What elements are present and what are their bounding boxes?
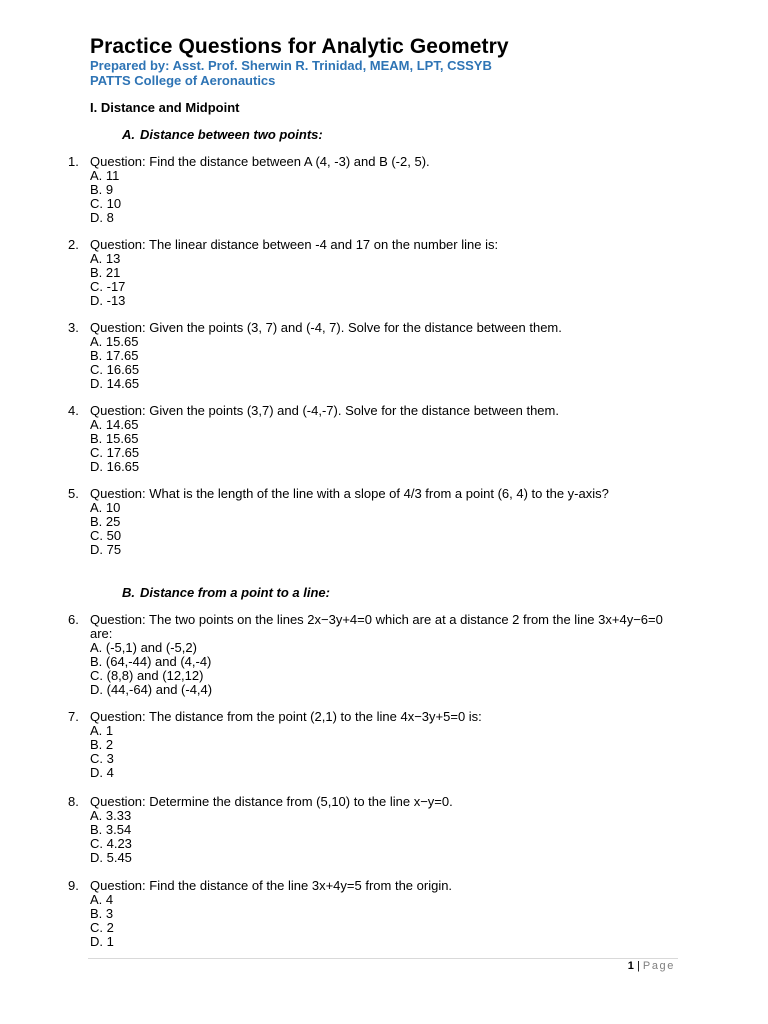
- answer-option: D. 5.45: [90, 850, 132, 865]
- question-number: 2.: [68, 237, 79, 252]
- question-item: [0, 238, 768, 308]
- answer-option: B. 25: [90, 514, 121, 529]
- answer-option: B. (64,-44) and (4,-4): [90, 654, 212, 669]
- answer-option: D. 75: [90, 542, 122, 557]
- answer-option: B. 3.54: [90, 822, 132, 837]
- answer-option: C. 3: [90, 751, 114, 766]
- question-number: 5.: [68, 486, 79, 501]
- answer-option: B. 3: [90, 906, 114, 921]
- answer-option: D. 16.65: [90, 459, 140, 474]
- subsection-title: Distance from a point to a line:: [140, 585, 330, 600]
- question-number: 9.: [68, 878, 79, 893]
- question-text: Question: Find the distance of the line 3x+4y=5 from the origin.: [90, 878, 453, 893]
- college-line: PATTS College of Aeronautics: [90, 73, 276, 88]
- subsection-heading-b: [122, 585, 330, 600]
- answer-options: [90, 641, 768, 697]
- answer-option: C. 10: [90, 196, 122, 211]
- question-number: 7.: [68, 709, 79, 724]
- answer-options: [90, 252, 768, 308]
- answer-option: A. 4: [90, 892, 114, 907]
- answer-option: C. 50: [90, 528, 122, 543]
- answer-option: C. (8,8) and (12,12): [90, 668, 204, 683]
- question-item: [0, 404, 768, 474]
- answer-option: A. 1: [90, 723, 114, 738]
- page-label: Page: [642, 960, 675, 972]
- answer-option: A. 14.65: [90, 417, 139, 432]
- answer-option: B. 15.65: [90, 431, 139, 446]
- answer-options: [90, 169, 768, 225]
- page-separator: |: [636, 960, 640, 972]
- question-number: 4.: [68, 403, 79, 418]
- answer-option: D. 8: [90, 210, 114, 225]
- footer-divider: [88, 958, 678, 959]
- answer-option: D. (44,-64) and (-4,4): [90, 682, 213, 697]
- answer-option: A. 11: [90, 168, 120, 183]
- answer-option: B. 2: [90, 737, 114, 752]
- answer-options: [90, 418, 768, 474]
- answer-option: D. 4: [90, 765, 114, 780]
- question-text: Question: The linear distance between -4 and 17 on the number line is:: [90, 237, 499, 252]
- answer-option: A. 10: [90, 500, 121, 515]
- question-item: [0, 321, 768, 391]
- subsection-letter: A.: [122, 127, 135, 142]
- question-text: Question: Given the points (3, 7) and (-4, 7). Solve for the distance between them.: [90, 320, 562, 335]
- answer-option: C. 17.65: [90, 445, 140, 460]
- answer-options: [90, 893, 768, 949]
- page-footer: [628, 960, 675, 972]
- question-number: 6.: [68, 612, 79, 627]
- answer-option: C. 16.65: [90, 362, 140, 377]
- question-text: Question: The two points on the lines 2x−3y+4=0 which are at a distance 2 from the line 3x+4y−6=0 are:: [90, 612, 663, 641]
- question-text: Question: The distance from the point (2,1) to the line 4x−3y+5=0 is:: [90, 709, 482, 724]
- question-number: 1.: [68, 154, 79, 169]
- answer-options: [90, 501, 768, 557]
- question-number: 8.: [68, 794, 79, 809]
- answer-option: A. (-5,1) and (-5,2): [90, 640, 197, 655]
- answer-option: C. 4.23: [90, 836, 132, 851]
- section-heading: I. Distance and Midpoint: [90, 100, 240, 115]
- answer-option: A. 13: [90, 251, 121, 266]
- answer-option: D. -13: [90, 293, 126, 308]
- answer-option: B. 21: [90, 265, 121, 280]
- question-text: Question: Determine the distance from (5,10) to the line x−y=0.: [90, 794, 453, 809]
- subsection-heading-a: [122, 127, 323, 142]
- answer-option: C. 2: [90, 920, 114, 935]
- answer-option: D. 14.65: [90, 376, 140, 391]
- answer-options: [90, 809, 768, 865]
- answer-option: A. 15.65: [90, 334, 139, 349]
- question-item: [0, 795, 768, 865]
- answer-option: A. 3.33: [90, 808, 132, 823]
- question-text: Question: What is the length of the line with a slope of 4/3 from a point (6, 4) to the y-axis?: [90, 486, 609, 501]
- question-number: 3.: [68, 320, 79, 335]
- page-number: 1: [627, 960, 634, 972]
- question-item: [0, 487, 768, 557]
- answer-option: B. 17.65: [90, 348, 139, 363]
- author-line: Prepared by: Asst. Prof. Sherwin R. Trinidad, MEAM, LPT, CSSYB: [90, 58, 492, 73]
- answer-option: C. -17: [90, 279, 126, 294]
- question-text: Question: Find the distance between A (4, -3) and B (-2, 5).: [90, 154, 430, 169]
- subsection-title: Distance between two points:: [140, 127, 323, 142]
- question-item: [0, 879, 768, 949]
- question-item: [0, 155, 768, 225]
- page-title: Practice Questions for Analytic Geometry: [90, 35, 509, 58]
- answer-option: D. 1: [90, 934, 114, 949]
- question-item: [0, 613, 768, 697]
- subsection-letter: B.: [122, 585, 135, 600]
- answer-option: B. 9: [90, 182, 114, 197]
- question-item: [0, 710, 768, 780]
- answer-options: [90, 724, 768, 780]
- question-text: Question: Given the points (3,7) and (-4,-7). Solve for the distance between them.: [90, 403, 559, 418]
- answer-options: [90, 335, 768, 391]
